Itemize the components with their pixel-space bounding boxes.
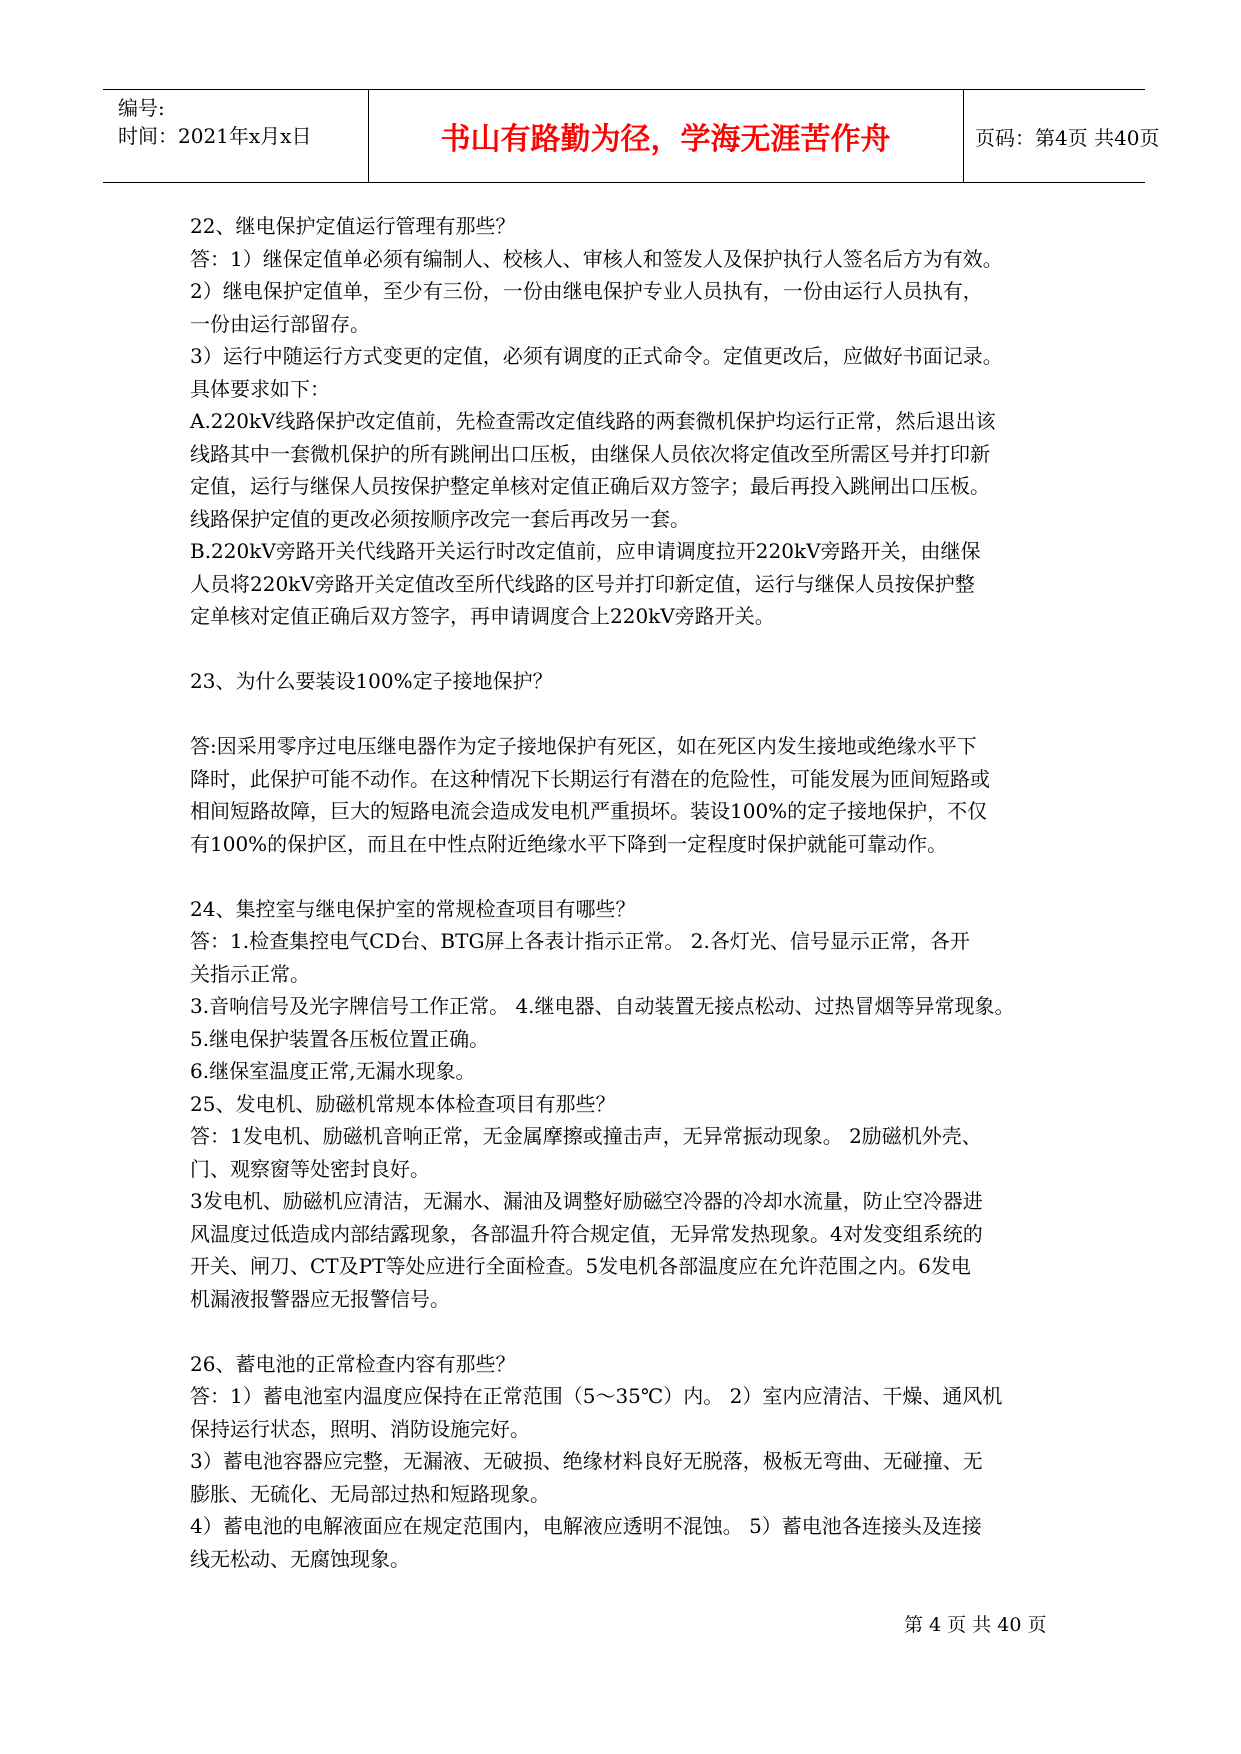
page-footer: 第 4 页 共 40 页 bbox=[904, 1614, 1047, 1636]
text-line: 保持运行状态，照明、消防设施完好。 bbox=[190, 1416, 530, 1441]
text-line: 线路保护定值的更改必须按顺序改完一套后再改另一套。 bbox=[190, 506, 690, 531]
page-header bbox=[103, 89, 1160, 183]
text-line: 3）蓄电池容器应完整，无漏液、无破损、绝缘材料良好无脱落，极板无弯曲、无碰撞、无 bbox=[190, 1449, 983, 1473]
header-meta bbox=[118, 94, 311, 150]
text-line: 风温度过低造成内部结露现象，各部温升符合规定值，无异常发热现象。4对发变组系统的 bbox=[190, 1221, 983, 1246]
text-line: 降时，此保护可能不动作。在这种情况下长期运行有潜在的危险性，可能发展为匝间短路或 bbox=[190, 766, 990, 791]
header-divider-right bbox=[963, 90, 964, 182]
text-line: 答：1）继保定值单必须有编制人、校核人、审核人和签发人及保护执行人签名后方为有效。 bbox=[190, 246, 1003, 271]
paragraph-gap bbox=[190, 860, 1070, 893]
text-line: 机漏液报警器应无报警信号。 bbox=[190, 1286, 450, 1311]
text-line: B.220kV旁路开关代线路开关运行时改定值前，应申请调度拉开220kV旁路开关，由继保 bbox=[190, 539, 981, 563]
text-line: 25、发电机、励磁机常规本体检查项目有那些？ bbox=[190, 1091, 616, 1116]
text-line: 具体要求如下： bbox=[190, 376, 330, 401]
document-number-label: 编号: bbox=[118, 96, 165, 120]
text-line: 一份由运行部留存。 bbox=[190, 311, 370, 336]
text-line: 答：1）蓄电池室内温度应保持在正常范围（5～35℃）内。 2）室内应清洁、干燥、通风机 bbox=[190, 1384, 1003, 1408]
text-line: 定单核对定值正确后双方签字，再申请调度合上220kV旁路开关。 bbox=[190, 604, 775, 628]
text-line: 相间短路故障，巨大的短路电流会造成发电机严重损坏。装设100%的定子接地保护，不仅 bbox=[190, 799, 988, 823]
text-line: 人员将220kV旁路开关定值改至所代线路的区号并打印新定值，运行与继保人员按保护整 bbox=[190, 571, 975, 596]
header-page-info: 页码：第4页 共40页 bbox=[975, 125, 1160, 150]
text-line: 3发电机、励磁机应清洁，无漏水、漏油及调整好励磁空冷器的冷却水流量，防止空冷器进 bbox=[190, 1189, 983, 1213]
text-line: 22、继电保护定值运行管理有那些？ bbox=[190, 214, 516, 238]
text-line: 24、集控室与继电保护室的常规检查项目有哪些？ bbox=[190, 896, 636, 921]
text-line: 定值，运行与继保人员按保护整定单核对定值正确后双方签字；最后再投入跳闸出口压板。 bbox=[190, 474, 990, 498]
text-line: 线无松动、无腐蚀现象。 bbox=[190, 1546, 410, 1571]
text-line: 门、观察窗等处密封良好。 bbox=[190, 1156, 430, 1181]
text-line: 3）运行中随运行方式变更的定值，必须有调度的正式命令。定值更改后，应做好书面记录。 bbox=[190, 344, 1003, 368]
text-line: 3.音响信号及光字牌信号工作正常。 4.继电器、自动装置无接点松动、过热冒烟等异常现象。 bbox=[190, 994, 1015, 1018]
paragraph-gap bbox=[190, 1315, 1070, 1348]
text-line: 开关、闸刀、CT及PT等处应进行全面检查。5发电机各部温度应在允许范围之内。6发电 bbox=[190, 1254, 971, 1278]
text-line: 线路其中一套微机保护的所有跳闸出口压板，由继保人员依次将定值改至所需区号并打印新 bbox=[190, 441, 990, 466]
text-line: 答：1发电机、励磁机音响正常，无金属摩擦或撞击声，无异常振动现象。 2励磁机外壳、 bbox=[190, 1124, 982, 1148]
document-body bbox=[190, 210, 1070, 1575]
text-line: 答:因采用零序过电压继电器作为定子接地保护有死区，如在死区内发生接地或绝缘水平下 bbox=[190, 734, 977, 758]
text-line: 答：1.检查集控电气CD台、BTG屏上各表计指示正常。 2.各灯光、信号显示正常，各开 bbox=[190, 929, 970, 953]
header-slogan: 书山有路勤为径，学海无涯苦作舟 bbox=[440, 122, 891, 157]
document-time-label: 时间：2021年x月x日 bbox=[118, 124, 312, 148]
text-line: 23、为什么要装设100%定子接地保护？ bbox=[190, 669, 553, 693]
text-line: 26、蓄电池的正常检查内容有那些？ bbox=[190, 1351, 516, 1376]
text-line: 2）继电保护定值单，至少有三份，一份由继电保护专业人员执有，一份由运行人员执有， bbox=[190, 279, 983, 303]
text-line: 4）蓄电池的电解液面应在规定范围内，电解液应透明不混蚀。 5）蓄电池各连接头及连接 bbox=[190, 1514, 982, 1538]
text-line: A.220kV线路保护改定值前，先检查需改定值线路的两套微机保护均运行正常，然后退出该 bbox=[190, 409, 996, 433]
text-line: 有100%的保护区，而且在中性点附近绝缘水平下降到一定程度时保护就能可靠动作。 bbox=[190, 831, 948, 856]
text-line: 关指示正常。 bbox=[190, 961, 310, 986]
text-line: 膨胀、无硫化、无局部过热和短路现象。 bbox=[190, 1481, 550, 1506]
paragraph-gap bbox=[190, 633, 1070, 666]
paragraph-gap bbox=[190, 698, 1070, 731]
text-line: 6.继保室温度正常,无漏水现象。 bbox=[190, 1059, 476, 1083]
text-line: 5.继电保护装置各压板位置正确。 bbox=[190, 1026, 490, 1051]
